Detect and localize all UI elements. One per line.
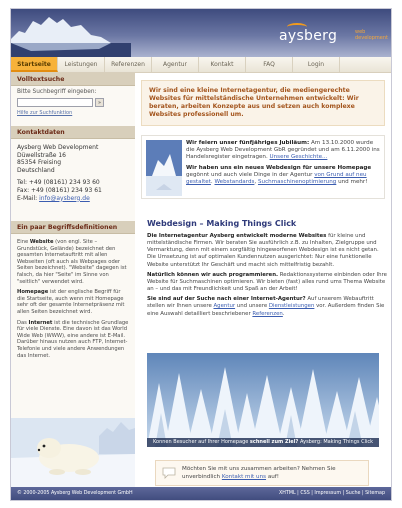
page-title: Webdesign – Making Things Click [147, 219, 297, 228]
contact-cta-box [155, 460, 369, 486]
search-heading: Volltextsuche [11, 73, 135, 86]
body-text [147, 233, 387, 321]
header-banner [11, 9, 391, 57]
contact-box [11, 139, 135, 221]
contact-email-row: E-Mail: info@aysberg.de [17, 194, 90, 202]
definition-homepage: Homepage ist der englische Begriff für die Startseite, auch wenn mit Homepage sehr oft der gesamte Internetpräsenz mit allen Seiten bezeichnet wird. [17, 289, 125, 315]
contact-phone: Tel: +49 (08161) 234 93 60 [17, 179, 100, 187]
contact-heading: Kontaktdaten [11, 126, 135, 139]
definition-internet: Das Internet ist die technische Grundlage für viele Dienste. Eine davon ist das World Wide Web (WWW), eine andere ist E-Mail. Darüber hinaus nutzen auch FTP, Internet-Telefonie und viele andere Anwendungen das Internet. [17, 319, 129, 359]
tab-agentur[interactable]: Agentur [152, 57, 199, 72]
logo[interactable] [279, 23, 387, 47]
definitions-box [11, 234, 135, 424]
tab-referenzen[interactable]: Referenzen [105, 57, 152, 72]
contact-city: 85354 Freising [17, 159, 62, 167]
contact-link[interactable]: Kontakt mit uns [221, 474, 267, 480]
tab-login[interactable]: Login [293, 57, 340, 72]
contact-street: Düwellstraße 16 [17, 151, 66, 159]
search-box [11, 86, 135, 126]
contact-company: Aysberg Web Development [17, 144, 99, 151]
contact-email-link[interactable]: info@aysberg.de [39, 194, 90, 202]
intro-text: Wir sind eine kleine Internetagentur, die mediengerechte Websites für mittelständische Unternehmen entwickelt: Wir beraten, arbeiten Konzepte aus und setzen auch komplexe Websites professionell um. [141, 80, 385, 126]
logo-wordmark: aysberg [279, 28, 338, 44]
footer [11, 487, 391, 501]
definition-website: Eine Website (von engl. Site – Grundstück, Gelände) bezeichnet den gesamten Internetauftritt mit allen Webseiten (oft auch als Webpages oder Seiten bezeichnet). "Website" dagegen ist falsch, da hier "Seite" im Sinne von "seitlich" verwendet wird. [17, 239, 127, 285]
tab-startseite[interactable]: Startseite [11, 57, 58, 72]
seo-link[interactable]: Suchmaschinenoptimierung [257, 179, 337, 186]
search-help-link[interactable]: Hilfe zur Suchfunktion [17, 110, 73, 116]
agentur-link[interactable]: Agentur [213, 303, 236, 310]
definitions-heading: Ein paar Begriffsdefinitionen [11, 221, 135, 234]
search-input[interactable] [17, 98, 93, 107]
services-link[interactable]: Dienstleistungen [268, 303, 315, 310]
contact-country: Deutschland [17, 166, 55, 174]
polar-bear-image [11, 418, 135, 487]
redesign-link[interactable]: von Grund auf neu gestaltet [186, 172, 367, 186]
jubilee-box [141, 135, 385, 199]
page [10, 8, 392, 501]
footer-links[interactable]: XHTML | CSS | Impressum | Suche | Sitemap [279, 491, 385, 496]
main-navigation [11, 57, 391, 73]
paragraph-3: Sie sind auf der Suche nach einer Internet-Agentur? Auf unserem Webauftritt stellen wir Ihnen unsere Agentur und unsere Dienstleistungen vor. Außerdem finden Sie eine Auswahl detailliert beschriebener Referenzen. [147, 296, 385, 317]
contact-fax: Fax: +49 (08161) 234 93 61 [17, 186, 102, 194]
sidebar [11, 73, 135, 487]
footer-copyright: © 2000-2005 Aysberg Web Development GmbH [17, 491, 133, 496]
search-hint: Bitte Suchbegriff eingeben: [17, 89, 97, 95]
history-link[interactable]: Unsere Geschichte... [269, 154, 328, 161]
tab-faq[interactable]: FAQ [246, 57, 293, 72]
main-content [135, 73, 391, 487]
paragraph-1: Die Internetagentur Aysberg entwickelt moderne Websites für kleine und mittelständische Firmen. Wir beraten Sie ausführlich z.B. zu Inhalten, Zielgruppe und Vermarktung, denn mit einem sorgfältig hingeworfenen Webdesign ist es nicht getan. Die Umsetzung ist auf optimalen Kundennutzen ausgerichtet: Nur eine funktionelle Website unterstützt Ihr Geschäft und macht sich mittelfristig bezahlt. [147, 233, 379, 268]
references-link[interactable]: Referenzen [252, 310, 283, 317]
webstandards-link[interactable]: Webstandards [214, 179, 255, 186]
snowy-forest-image [147, 353, 379, 447]
image-caption: Konnen Besucher auf Ihrer Homepage schnell zum Ziel? Aysberg: Making Things Click [147, 438, 379, 447]
logo-subtitle: web development [355, 29, 388, 41]
tab-leistungen[interactable]: Leistungen [58, 57, 105, 72]
tab-kontakt[interactable]: Kontakt [199, 57, 246, 72]
search-button[interactable]: » [95, 98, 104, 107]
jubilee-text: Wir feiern unser fünfjähriges Jubiläum: Am 13.10.2000 wurde die Aysberg Web Development GbR gegründet und am 6.11.2000 ins Handelsregister eingetragen. Unsere Geschichte... Wir haben uns ein neues Webdesign für unsere Homepage gegönnt und auch viele Dinge in der Agentur von Grund auf neu gestaltet. Webstandards, Suchmaschinenoptimierung und mehr! [186, 140, 380, 186]
speech-bubble-icon [162, 467, 176, 479]
cta-text: Möchten Sie mit uns zusammen arbeiten? Nehmen Sie unverbindlich Kontakt mit uns auf! [182, 466, 336, 480]
jubilee-image [146, 140, 182, 196]
paragraph-2: Natürlich können wir auch programmieren. Redaktionssysteme einbinden oder Ihre Website für Suchmaschinen optimieren. Wir bieten (fast) alles rund ums Thema Website an – und das mit Freundlichkeit und Spaß an der Arbeit! [147, 271, 387, 293]
